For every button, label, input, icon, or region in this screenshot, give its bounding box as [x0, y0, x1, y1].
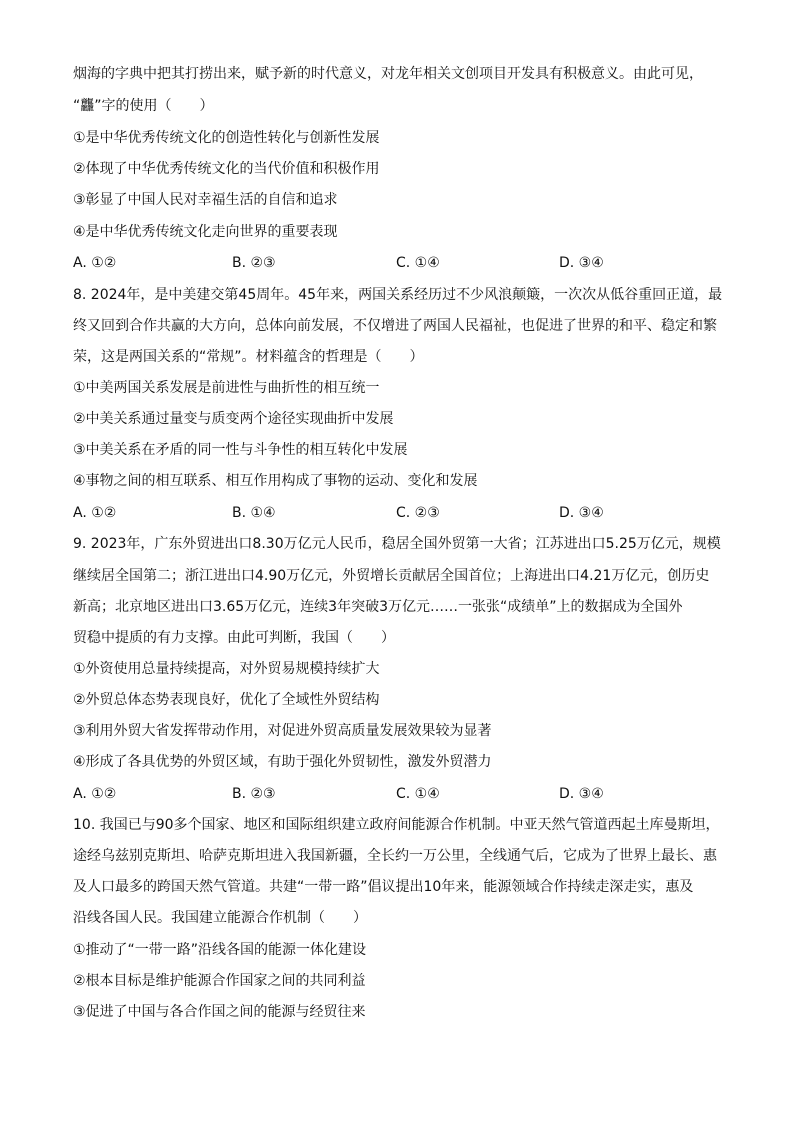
- q9-item-1: ①外资使用总量持续提高，对外贸易规模持续扩大: [73, 661, 380, 677]
- q9-item-4: ④形成了各具优势的外贸区域，有助于强化外贸韧性，激发外贸潜力: [73, 754, 492, 770]
- q8-item-3: ③中美关系在矛盾的同一性与斗争性的相互转化中发展: [73, 442, 408, 458]
- q10-item-1: ①推动了“一带一路”沿线各国的能源一体化建设: [73, 942, 367, 958]
- q9-stem-line-4: 贸稳中提质的有力支撑。由此可判断，我国（ ）: [73, 630, 395, 646]
- q10-stem-line-3: 及人口最多的跨国天然气管道。共建“一带一路”倡议提出10年来，能源领域合作持续走深走实，惠及: [73, 879, 694, 895]
- q8-item-2: ②中美关系通过量变与质变两个途径实现曲折中发展: [73, 411, 394, 427]
- q7-options: [73, 253, 723, 273]
- q8-option-d: D. ③④: [559, 505, 604, 521]
- intro-line-1: 烟海的字典中把其打捞出来，赋予新的时代意义，对龙年相关文创项目开发具有积极意义。由此可见，: [73, 66, 703, 82]
- q9-option-d: D. ③④: [559, 786, 604, 802]
- q8-item-4: ④事物之间的相互联系、相互作用构成了事物的运动、变化和发展: [73, 473, 478, 489]
- q10-stem-line-4: 沿线各国人民。我国建立能源合作机制（ ）: [73, 910, 367, 926]
- q7-item-1: ①是中华优秀传统文化的创造性转化与创新性发展: [73, 130, 380, 146]
- q9-option-b: B. ②③: [232, 786, 276, 802]
- q7-option-d: D. ③④: [559, 255, 604, 271]
- q8-option-a: A. ①②: [73, 505, 117, 521]
- q7-option-c: C. ①④: [396, 255, 440, 271]
- q7-option-b: B. ②③: [232, 255, 276, 271]
- q8-item-1: ①中美两国关系发展是前进性与曲折性的相互统一: [73, 380, 380, 396]
- q9-stem-line-3: 新高；北京地区进出口3.65万亿元，连续3年突破3万亿元……一张张“成绩单”上的数据成为全国外: [73, 599, 683, 615]
- intro-line-2: “龘”字的使用（ ）: [73, 98, 214, 114]
- q7-item-3: ③彰显了中国人民对幸福生活的自信和追求: [73, 192, 338, 208]
- q8-stem-line-1: 8. 2024年，是中美建交第45周年。45年来，两国关系经历过不少风浪颠簸，一次次从低谷重回正道，最: [73, 287, 723, 303]
- q8-option-c: C. ②③: [396, 505, 440, 521]
- q7-item-2: ②体现了中华优秀传统文化的当代价值和积极作用: [73, 161, 380, 177]
- q9-option-c: C. ①④: [396, 786, 440, 802]
- q9-item-3: ③利用外贸大省发挥带动作用，对促进外贸高质量发展效果较为显著: [73, 723, 492, 739]
- q10-stem-line-1: 10. 我国已与90多个国家、地区和国际组织建立政府间能源合作机制。中亚天然气管道西起土库曼斯坦，: [73, 817, 720, 833]
- q9-stem-line-2: 继续居全国第二；浙江进出口4.90万亿元，外贸增长贡献居全国首位；上海进出口4.21万亿元，创历史: [73, 568, 710, 584]
- q8-options: [73, 503, 723, 523]
- q8-option-b: B. ①④: [232, 505, 276, 521]
- q10-stem-line-2: 途经乌兹别克斯坦、哈萨克斯坦进入我国新疆，全长约一万公里，全线通气后，它成为了世界上最长、惠: [73, 848, 717, 864]
- q7-item-4: ④是中华优秀传统文化走向世界的重要表现: [73, 224, 338, 240]
- q8-stem-line-2: 终又回到合作共赢的大方向，总体向前发展，不仅增进了两国人民福祉，也促进了世界的和平、稳定和繁: [73, 318, 717, 334]
- q10-item-2: ②根本目标是维护能源合作国家之间的共同利益: [73, 973, 366, 989]
- q8-stem-line-3: 荣，这是两国关系的“常规”。材料蕴含的哲理是（ ）: [73, 349, 424, 365]
- q9-stem-line-1: 9. 2023年，广东外贸进出口8.30万亿元人民币，稳居全国外贸第一大省；江苏进出口5.25万亿元，规模: [73, 536, 721, 552]
- q9-option-a: A. ①②: [73, 786, 117, 802]
- q9-options: [73, 784, 723, 804]
- q9-item-2: ②外贸总体态势表现良好，优化了全域性外贸结构: [73, 692, 380, 708]
- q7-option-a: A. ①②: [73, 255, 117, 271]
- q10-item-3: ③促进了中国与各合作国之间的能源与经贸往来: [73, 1004, 366, 1020]
